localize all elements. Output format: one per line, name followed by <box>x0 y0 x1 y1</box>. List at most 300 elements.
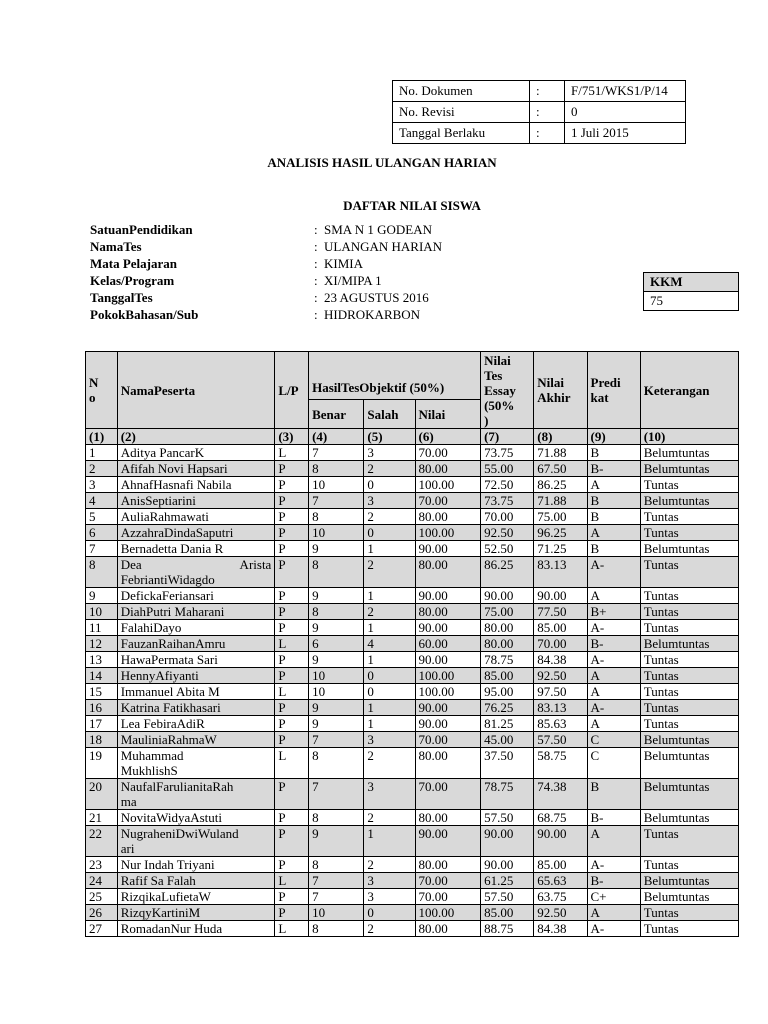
cell-salah: 2 <box>364 921 415 937</box>
table-row <box>86 873 739 889</box>
name-line: Rafif Sa Falah <box>120 873 196 888</box>
cell-name <box>117 732 275 748</box>
cell-benar: 8 <box>309 857 364 873</box>
cell-name <box>117 826 275 857</box>
cell-predikat: B+ <box>587 604 640 620</box>
cell-benar: 10 <box>309 668 364 684</box>
header-benar: Benar <box>309 400 364 429</box>
table-row <box>86 557 739 588</box>
cell-lp: L <box>275 748 309 779</box>
cell-benar: 9 <box>309 541 364 557</box>
info-label: PokokBahasan/Sub <box>90 307 199 322</box>
table-row <box>86 779 739 810</box>
cell-predikat: A <box>587 477 640 493</box>
cell-name <box>117 604 275 620</box>
cell-benar: 9 <box>309 620 364 636</box>
cell-essay: 73.75 <box>481 445 534 461</box>
cell-essay: 88.75 <box>481 921 534 937</box>
cell-salah: 0 <box>364 477 415 493</box>
cell-nilai: 80.00 <box>415 604 481 620</box>
cell-lp: P <box>275 732 309 748</box>
cell-akhir: 71.88 <box>534 445 587 461</box>
doc-control-label: No. Dokumen <box>393 81 530 102</box>
cell-nilai: 90.00 <box>415 620 481 636</box>
cell-predikat: A <box>587 684 640 700</box>
column-number: (1) <box>86 429 118 445</box>
cell-predikat: A- <box>587 652 640 668</box>
cell-ket: Tuntas <box>640 700 738 716</box>
cell-akhir: 90.00 <box>534 826 587 857</box>
cell-akhir: 84.38 <box>534 652 587 668</box>
cell-nilai: 70.00 <box>415 873 481 889</box>
info-value: 23 AGUSTUS 2016 <box>324 290 429 305</box>
cell-essay: 81.25 <box>481 716 534 732</box>
name-line: RomadanNur Huda <box>120 921 223 936</box>
cell-salah: 1 <box>364 700 415 716</box>
cell-akhir: 83.13 <box>534 557 587 588</box>
table-row <box>86 921 739 937</box>
name-line: Katrina Fatikhasari <box>120 700 221 715</box>
cell-predikat: C <box>587 732 640 748</box>
cell-salah: 2 <box>364 857 415 873</box>
table-row <box>86 732 739 748</box>
kkm-box <box>643 272 739 311</box>
column-number: (6) <box>415 429 481 445</box>
cell-predikat: B <box>587 509 640 525</box>
info-value: KIMIA <box>324 256 363 271</box>
cell-akhir: 77.50 <box>534 604 587 620</box>
name-line: Immanuel Abita M <box>120 684 220 699</box>
cell-salah: 1 <box>364 716 415 732</box>
cell-essay: 45.00 <box>481 732 534 748</box>
table-row <box>86 636 739 652</box>
name-line: Muhammad <box>120 748 184 763</box>
cell-predikat: B <box>587 445 640 461</box>
cell-name <box>117 857 275 873</box>
cell-salah: 1 <box>364 541 415 557</box>
cell-ket: Tuntas <box>640 525 738 541</box>
doc-control-sep: : <box>530 123 565 144</box>
cell-essay: 76.25 <box>481 700 534 716</box>
cell-essay: 85.00 <box>481 668 534 684</box>
cell-name <box>117 779 275 810</box>
name-line: Bernadetta Dania R <box>120 541 224 556</box>
cell-essay: 55.00 <box>481 461 534 477</box>
cell-lp: P <box>275 668 309 684</box>
cell-lp: P <box>275 509 309 525</box>
cell-predikat: A <box>587 716 640 732</box>
name-line: MauliniaRahmaW <box>120 732 217 747</box>
cell-no: 24 <box>86 873 118 889</box>
cell-benar: 10 <box>309 905 364 921</box>
cell-nilai: 90.00 <box>415 716 481 732</box>
name-line: AzzahraDindaSaputri <box>120 525 234 540</box>
cell-salah: 3 <box>364 445 415 461</box>
cell-benar: 9 <box>309 716 364 732</box>
cell-akhir: 85.00 <box>534 620 587 636</box>
cell-nilai: 90.00 <box>415 700 481 716</box>
cell-essay: 90.00 <box>481 826 534 857</box>
header-objektif: HasilTesObjektif (50%) <box>309 352 481 400</box>
cell-ket: Tuntas <box>640 509 738 525</box>
cell-no: 11 <box>86 620 118 636</box>
table-row <box>86 509 739 525</box>
cell-akhir: 68.75 <box>534 810 587 826</box>
cell-akhir: 70.00 <box>534 636 587 652</box>
cell-nilai: 70.00 <box>415 445 481 461</box>
name-line: AuliaRahmawati <box>120 509 209 524</box>
cell-salah: 2 <box>364 810 415 826</box>
doc-control-label: No. Revisi <box>393 102 530 123</box>
cell-no: 10 <box>86 604 118 620</box>
cell-ket: Belumtuntas <box>640 636 738 652</box>
cell-name <box>117 445 275 461</box>
cell-name <box>117 810 275 826</box>
name-line: Dea Arista <box>120 557 272 572</box>
table-row <box>86 810 739 826</box>
cell-akhir: 86.25 <box>534 477 587 493</box>
cell-predikat: A- <box>587 857 640 873</box>
cell-no: 23 <box>86 857 118 873</box>
cell-name <box>117 541 275 557</box>
cell-predikat: B- <box>587 461 640 477</box>
header-predikat: Predi kat <box>587 352 640 429</box>
cell-akhir: 85.63 <box>534 716 587 732</box>
page-title: ANALISIS HASIL ULANGAN HARIAN <box>267 155 497 170</box>
cell-salah: 2 <box>364 557 415 588</box>
cell-salah: 3 <box>364 779 415 810</box>
cell-ket: Tuntas <box>640 668 738 684</box>
cell-ket: Belumtuntas <box>640 461 738 477</box>
header-name: NamaPeserta <box>117 352 275 429</box>
cell-benar: 7 <box>309 873 364 889</box>
cell-predikat: A <box>587 905 640 921</box>
cell-name <box>117 889 275 905</box>
table-row <box>86 477 739 493</box>
cell-lp: L <box>275 684 309 700</box>
cell-predikat: C+ <box>587 889 640 905</box>
name-line: FauzanRaihanAmru <box>120 636 226 651</box>
cell-ket: Belumtuntas <box>640 873 738 889</box>
cell-ket: Tuntas <box>640 620 738 636</box>
info-colon: : <box>314 273 318 288</box>
cell-ket: Belumtuntas <box>640 810 738 826</box>
cell-nilai: 80.00 <box>415 509 481 525</box>
cell-no: 26 <box>86 905 118 921</box>
info-label: NamaTes <box>90 239 142 254</box>
table-row <box>86 525 739 541</box>
cell-essay: 90.00 <box>481 588 534 604</box>
column-number-row <box>86 429 739 445</box>
cell-lp: P <box>275 905 309 921</box>
cell-nilai: 100.00 <box>415 684 481 700</box>
cell-salah: 1 <box>364 826 415 857</box>
cell-benar: 8 <box>309 461 364 477</box>
cell-salah: 2 <box>364 604 415 620</box>
cell-lp: L <box>275 873 309 889</box>
name-line: DefickaFeriansari <box>120 588 214 603</box>
cell-no: 17 <box>86 716 118 732</box>
cell-no: 22 <box>86 826 118 857</box>
cell-benar: 8 <box>309 921 364 937</box>
cell-essay: 80.00 <box>481 620 534 636</box>
name-line: RizqyKartiniM <box>120 905 201 920</box>
cell-lp: P <box>275 700 309 716</box>
cell-nilai: 80.00 <box>415 748 481 779</box>
info-value: SMA N 1 GODEAN <box>324 222 432 237</box>
cell-no: 2 <box>86 461 118 477</box>
name-line: Afifah Novi Hapsari <box>120 461 228 476</box>
cell-name <box>117 684 275 700</box>
cell-ket: Belumtuntas <box>640 732 738 748</box>
name-line: ma <box>120 794 137 809</box>
cell-no: 16 <box>86 700 118 716</box>
cell-predikat: B- <box>587 636 640 652</box>
cell-akhir: 90.00 <box>534 588 587 604</box>
page-subtitle: DAFTAR NILAI SISWA <box>343 198 481 213</box>
cell-akhir: 92.50 <box>534 905 587 921</box>
cell-name <box>117 525 275 541</box>
cell-nilai: 70.00 <box>415 779 481 810</box>
cell-name <box>117 620 275 636</box>
cell-essay: 80.00 <box>481 636 534 652</box>
cell-lp: P <box>275 557 309 588</box>
cell-no: 27 <box>86 921 118 937</box>
cell-akhir: 92.50 <box>534 668 587 684</box>
cell-essay: 72.50 <box>481 477 534 493</box>
cell-name <box>117 588 275 604</box>
cell-akhir: 71.25 <box>534 541 587 557</box>
cell-name <box>117 748 275 779</box>
cell-no: 14 <box>86 668 118 684</box>
doc-control-row <box>393 102 686 123</box>
cell-salah: 2 <box>364 748 415 779</box>
cell-name <box>117 873 275 889</box>
cell-name <box>117 636 275 652</box>
cell-ket: Tuntas <box>640 477 738 493</box>
cell-nilai: 80.00 <box>415 461 481 477</box>
cell-lp: P <box>275 461 309 477</box>
table-row <box>86 493 739 509</box>
cell-name <box>117 461 275 477</box>
cell-lp: P <box>275 588 309 604</box>
cell-ket: Tuntas <box>640 905 738 921</box>
cell-no: 6 <box>86 525 118 541</box>
doc-control-value: 0 <box>565 102 686 123</box>
table-row <box>86 700 739 716</box>
cell-lp: L <box>275 921 309 937</box>
cell-salah: 1 <box>364 652 415 668</box>
cell-akhir: 58.75 <box>534 748 587 779</box>
doc-control-label: Tanggal Berlaku <box>393 123 530 144</box>
cell-akhir: 71.88 <box>534 493 587 509</box>
cell-salah: 4 <box>364 636 415 652</box>
cell-akhir: 57.50 <box>534 732 587 748</box>
cell-nilai: 100.00 <box>415 477 481 493</box>
doc-control-sep: : <box>530 81 565 102</box>
cell-name <box>117 668 275 684</box>
table-row <box>86 748 739 779</box>
cell-essay: 57.50 <box>481 889 534 905</box>
cell-name <box>117 700 275 716</box>
document-control-table <box>392 80 686 144</box>
table-row <box>86 541 739 557</box>
name-line: Aditya PancarK <box>120 445 205 460</box>
kkm-label: KKM <box>644 273 739 292</box>
cell-essay: 85.00 <box>481 905 534 921</box>
name-line: RizqikaLufietaW <box>120 889 211 904</box>
cell-benar: 8 <box>309 557 364 588</box>
cell-no: 15 <box>86 684 118 700</box>
cell-name <box>117 905 275 921</box>
cell-predikat: B <box>587 779 640 810</box>
cell-nilai: 100.00 <box>415 905 481 921</box>
cell-nilai: 80.00 <box>415 921 481 937</box>
cell-nilai: 80.00 <box>415 557 481 588</box>
header-salah: Salah <box>364 400 415 429</box>
cell-essay: 61.25 <box>481 873 534 889</box>
header-keterangan: Keterangan <box>640 352 738 429</box>
cell-lp: P <box>275 493 309 509</box>
header-akhir: Nilai Akhir <box>534 352 587 429</box>
cell-essay: 78.75 <box>481 779 534 810</box>
header-essay: Nilai Tes Essay (50% ) <box>481 352 534 429</box>
doc-control-row <box>393 81 686 102</box>
cell-nilai: 70.00 <box>415 493 481 509</box>
column-number: (7) <box>481 429 534 445</box>
cell-ket: Tuntas <box>640 588 738 604</box>
cell-predikat: A <box>587 668 640 684</box>
cell-name <box>117 921 275 937</box>
table-row <box>86 889 739 905</box>
cell-essay: 86.25 <box>481 557 534 588</box>
doc-control-value: 1 Juli 2015 <box>565 123 686 144</box>
cell-benar: 7 <box>309 445 364 461</box>
cell-name <box>117 493 275 509</box>
cell-lp: P <box>275 652 309 668</box>
cell-no: 12 <box>86 636 118 652</box>
name-line: Lea FebiraAdiR <box>120 716 205 731</box>
cell-no: 9 <box>86 588 118 604</box>
info-colon: : <box>314 222 318 237</box>
cell-salah: 2 <box>364 461 415 477</box>
cell-benar: 8 <box>309 748 364 779</box>
cell-salah: 0 <box>364 668 415 684</box>
cell-ket: Belumtuntas <box>640 779 738 810</box>
table-row <box>86 652 739 668</box>
table-row <box>86 604 739 620</box>
grades-table <box>85 351 739 937</box>
column-number: (4) <box>309 429 364 445</box>
cell-akhir: 97.50 <box>534 684 587 700</box>
cell-essay: 70.00 <box>481 509 534 525</box>
cell-lp: P <box>275 889 309 905</box>
cell-predikat: A- <box>587 557 640 588</box>
table-row <box>86 684 739 700</box>
column-number: (9) <box>587 429 640 445</box>
cell-benar: 9 <box>309 700 364 716</box>
cell-akhir: 83.13 <box>534 700 587 716</box>
cell-benar: 9 <box>309 826 364 857</box>
cell-predikat: A <box>587 826 640 857</box>
info-label: Kelas/Program <box>90 273 175 288</box>
cell-akhir: 63.75 <box>534 889 587 905</box>
cell-lp: P <box>275 620 309 636</box>
cell-ket: Tuntas <box>640 557 738 588</box>
cell-no: 1 <box>86 445 118 461</box>
name-line: HennyAfiyanti <box>120 668 199 683</box>
doc-control-row <box>393 123 686 144</box>
cell-no: 21 <box>86 810 118 826</box>
name-line: ari <box>120 841 135 856</box>
info-label: SatuanPendidikan <box>90 222 193 237</box>
header-lp: L/P <box>275 352 309 429</box>
cell-ket: Tuntas <box>640 716 738 732</box>
cell-name <box>117 477 275 493</box>
name-line: AnisSeptiarini <box>120 493 196 508</box>
name-line: HawaPermata Sari <box>120 652 218 667</box>
cell-nilai: 100.00 <box>415 525 481 541</box>
cell-akhir: 96.25 <box>534 525 587 541</box>
cell-predikat: A- <box>587 620 640 636</box>
cell-no: 7 <box>86 541 118 557</box>
cell-lp: P <box>275 716 309 732</box>
cell-essay: 57.50 <box>481 810 534 826</box>
cell-ket: Tuntas <box>640 604 738 620</box>
cell-predikat: A <box>587 525 640 541</box>
cell-nilai: 70.00 <box>415 889 481 905</box>
cell-salah: 0 <box>364 905 415 921</box>
cell-name <box>117 716 275 732</box>
cell-predikat: C <box>587 748 640 779</box>
cell-predikat: A <box>587 588 640 604</box>
name-line: MukhlishS <box>120 763 178 778</box>
table-row <box>86 905 739 921</box>
cell-ket: Tuntas <box>640 921 738 937</box>
cell-benar: 7 <box>309 889 364 905</box>
column-number: (5) <box>364 429 415 445</box>
table-row <box>86 826 739 857</box>
cell-no: 3 <box>86 477 118 493</box>
cell-name <box>117 652 275 668</box>
info-colon: : <box>314 239 318 254</box>
cell-essay: 78.75 <box>481 652 534 668</box>
cell-salah: 1 <box>364 620 415 636</box>
cell-predikat: B <box>587 541 640 557</box>
cell-nilai: 90.00 <box>415 826 481 857</box>
cell-essay: 90.00 <box>481 857 534 873</box>
cell-benar: 7 <box>309 732 364 748</box>
cell-name <box>117 509 275 525</box>
cell-akhir: 74.38 <box>534 779 587 810</box>
cell-ket: Tuntas <box>640 857 738 873</box>
name-line: Nur Indah Triyani <box>120 857 215 872</box>
cell-benar: 7 <box>309 493 364 509</box>
name-line: NaufalFarulianitaRah <box>120 779 234 794</box>
cell-no: 13 <box>86 652 118 668</box>
cell-ket: Belumtuntas <box>640 748 738 779</box>
cell-akhir: 65.63 <box>534 873 587 889</box>
cell-benar: 10 <box>309 684 364 700</box>
column-number: (8) <box>534 429 587 445</box>
cell-lp: P <box>275 525 309 541</box>
cell-benar: 8 <box>309 509 364 525</box>
cell-akhir: 67.50 <box>534 461 587 477</box>
cell-akhir: 75.00 <box>534 509 587 525</box>
cell-ket: Tuntas <box>640 684 738 700</box>
cell-nilai: 90.00 <box>415 541 481 557</box>
cell-ket: Belumtuntas <box>640 541 738 557</box>
